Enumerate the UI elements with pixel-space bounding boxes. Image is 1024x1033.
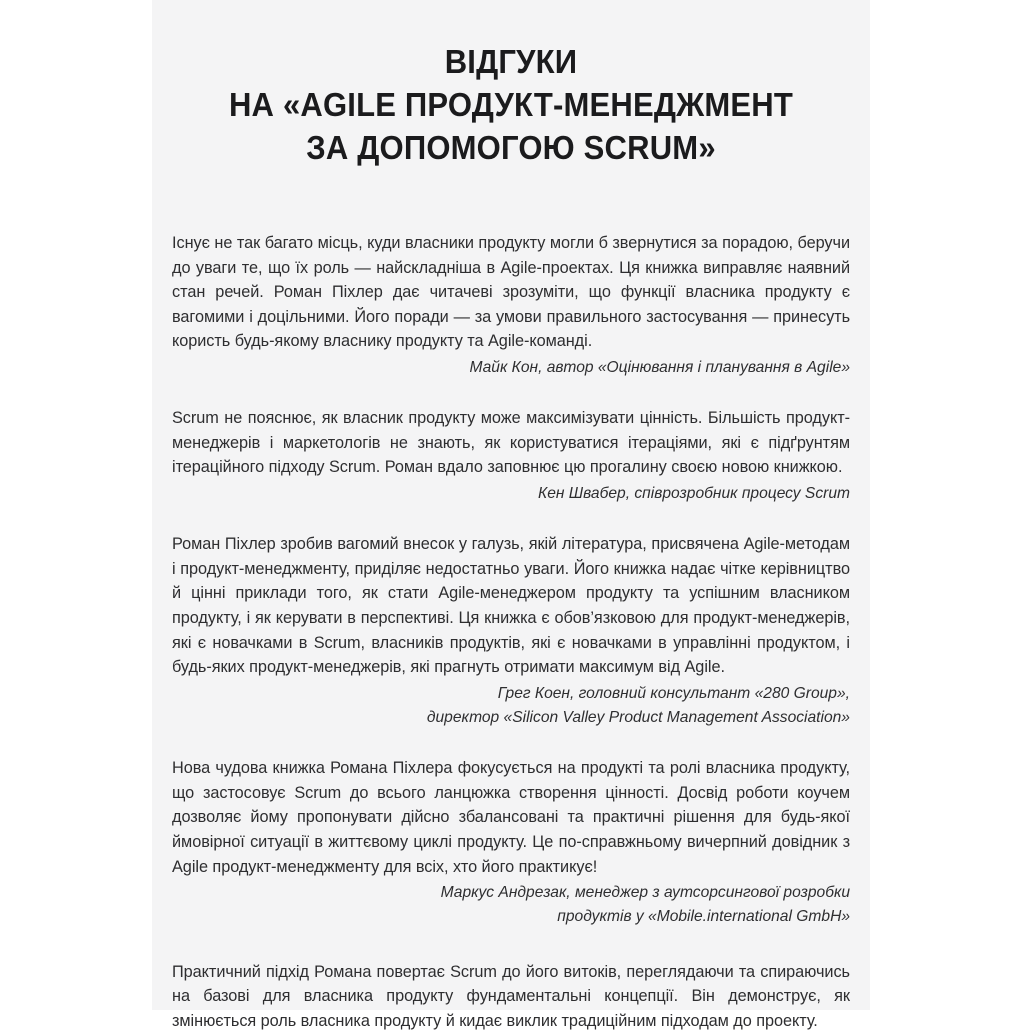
testimonial-item [172, 532, 850, 730]
testimonial-attribution [172, 356, 850, 380]
testimonial-text: Роман Піхлер зробив вагомий внесок у галузь, якій література, присвячена Agile-методам і продукт-менеджменту, приділяє недостатньо уваги. Його книжка надає чітке керівництво й цінні приклади того, як стати Agile-менеджером продукту та успішним власником продукту, і як керувати в перспективі. Ця книжка є обов’язковою для продукт-менеджерів, які є новачками в Scrum, власників продуктів, які є новачками в управлінні продуктом, і будь-яких продукт-менеджерів, які прагнуть отримати максимум від Agile. [172, 532, 850, 680]
attribution-line-1: Грег Коен, головний консультант «280 Group», [172, 682, 850, 706]
page-title [192, 0, 829, 169]
testimonial-text: Існує не так багато місць, куди власники продукту могли б звернутися за порадою, беручи до уваги те, що їх роль — найскладніша в Agile-проектах. Ця книжка виправляє наявний стан речей. Роман Піхлер дає читачеві зрозуміти, що функції власника продукту є вагомими і доцільними. Його поради — за умови правильного застосування — принесуть користь будь-якому власнику продукту та Agile-команді. [172, 231, 850, 354]
testimonial-attribution [172, 881, 850, 929]
testimonial-text: Scrum не пояснює, як власник продукту може максимізувати цінність. Більшість продукт-менеджерів і маркетологів не знають, як користуватися ітераціями, які є підґрунтям ітераційного підходу Scrum. Роман вдало заповнює цю прогалину своєю новою книжкою. [172, 406, 850, 480]
page-title-line-2: НА «AGILE ПРОДУКТ-МЕНЕДЖМЕНТ [192, 83, 829, 126]
attribution-line-2: продуктів у «Mobile.international GmbH» [172, 905, 850, 929]
attribution-line-1: Кен Швабер, співрозробник процесу Scrum [172, 482, 850, 506]
testimonial-item [172, 406, 850, 506]
testimonial-list [172, 231, 850, 1033]
page-title-line-3: ЗА ДОПОМОГОЮ SCRUM» [192, 126, 829, 169]
page-title-line-1: ВІДГУКИ [192, 40, 829, 83]
testimonial-item [172, 960, 850, 1033]
testimonial-text: Практичний підхід Романа повертає Scrum до його витоків, переглядаючи та спираючись на базові для власника продукту фундаментальні концепції. Він демонструє, як змінюється роль власника продукту й кидає виклик традиційним підходам до проекту. [172, 960, 850, 1033]
book-page [152, 0, 870, 1010]
attribution-line-1: Майк Кон, автор «Оцінювання і планування в Agile» [172, 356, 850, 380]
testimonial-item [172, 231, 850, 380]
testimonial-attribution [172, 482, 850, 506]
testimonial-item [172, 756, 850, 929]
testimonial-attribution [172, 682, 850, 730]
attribution-line-1: Маркус Андрезак, менеджер з аутсорсингової розробки [172, 881, 850, 905]
attribution-line-2: директор «Silicon Valley Product Management Association» [172, 706, 850, 730]
testimonial-text: Нова чудова книжка Романа Піхлера фокусується на продукті та ролі власника продукту, що застосовує Scrum до всього ланцюжка створення цінності. Досвід роботи коучем дозволяє йому пропонувати дійсно збалансовані та практичні рішення для будь-якої ймовірної ситуації в життєвому циклі продукту. Це по-справжньому вичерпний довідник з Agile продукт-менеджменту для всіх, хто його практикує! [172, 756, 850, 879]
